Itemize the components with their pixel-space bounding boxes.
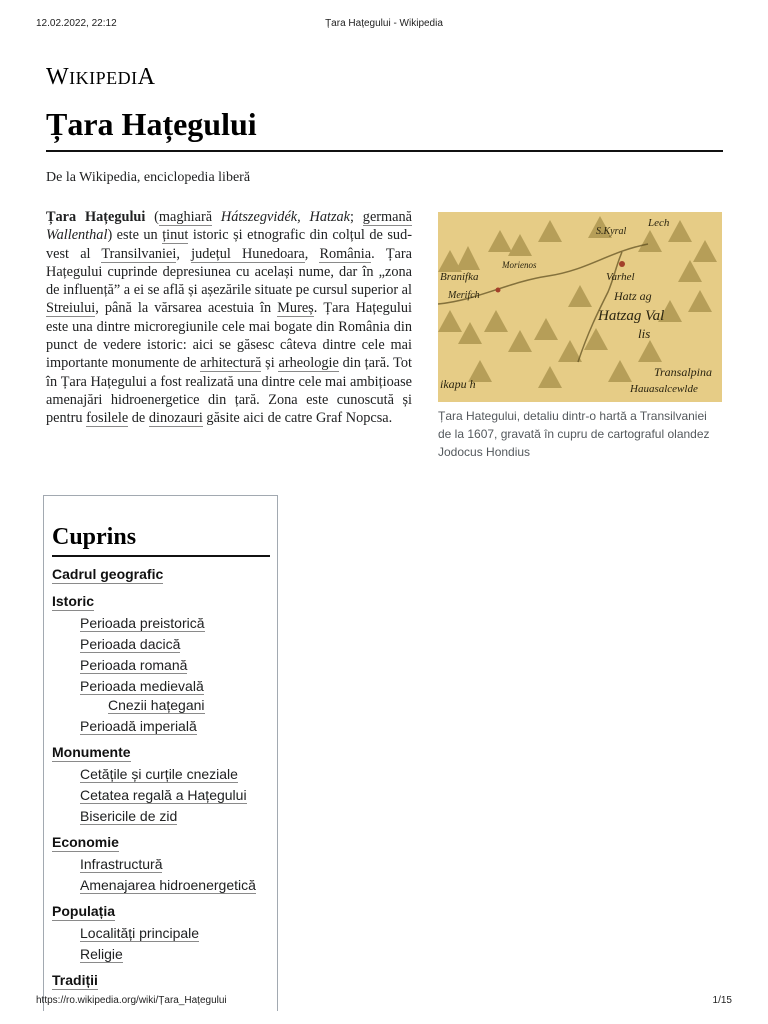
page-title: Țara Hațegului <box>46 104 723 152</box>
toc-section <box>44 833 277 894</box>
link-streiului[interactable]: Streiului <box>46 300 96 317</box>
toc-section <box>44 971 277 990</box>
link-fosilele[interactable]: fosilele <box>86 410 129 427</box>
toc-section <box>44 902 277 963</box>
link-arhitectura[interactable]: arhitectură <box>200 355 262 372</box>
link-maghiara[interactable]: maghiară <box>158 209 213 225</box>
map-label: Hatzag Val <box>598 308 665 324</box>
toc-link[interactable]: Perioadă imperială <box>80 718 197 734</box>
toc-link[interactable]: Economie <box>52 834 119 850</box>
toc-section <box>44 743 277 825</box>
toc-link[interactable]: Perioada dacică <box>80 636 181 652</box>
toc-section <box>44 592 277 735</box>
toc-link[interactable]: Infrastructură <box>80 856 163 872</box>
toc-link[interactable]: Tradiții <box>52 972 98 988</box>
hondius-map-image[interactable] <box>438 212 722 402</box>
print-page-number: 1/15 <box>712 995 732 1006</box>
toc-link[interactable]: Perioada preistorică <box>80 615 205 631</box>
toc-link[interactable]: Istoric <box>52 593 95 609</box>
link-transilvaniei[interactable]: Transilvaniei <box>101 245 177 262</box>
toc-link[interactable]: Bisericile de zid <box>80 808 178 824</box>
map-caption: Țara Hategului, detaliu dintr-o hartă a Transilvaniei de la 1607, gravată în cupru de cartograful olandez Jodocus Hondius <box>438 409 710 459</box>
map-label: Branifka <box>440 271 479 283</box>
toc-link[interactable]: Monumente <box>52 744 131 760</box>
lead-paragraph: Țara Hațegului (maghiară Hátszegvidék, Hatzak; germană Wallenthal) este un ținut istoric și etnografic din colțul de sud-vest al Transilvaniei, județul Hunedoara, România. Țara Hațegului cuprinde depresiunea cu același nume, dar în „zona de influență” a ei se află și așezările situate pe cursul superior al Streiului, până la vărsarea acestuia în Mureș. Țara Hațegului este una dintre microregiunile cele mai bogate din România din punct de vedere istoric: aici se găsesc câteva dintre cele mai importante monumente de arhitectură și arheologie din țară. Tot în Țara Hațegului a fost realizată una dintre cele mai ambițioase amenajări hidroenergetice din țară. Zona este cunoscută și pentru fosilele de dinozauri găsite aici de catre Graf Nopcsa. <box>46 209 413 427</box>
toc-link[interactable]: Perioada medievală <box>80 678 204 694</box>
map-label: Lech <box>648 217 670 229</box>
print-date: 12.02.2022, 22:12 <box>36 18 117 29</box>
toc-list <box>44 565 277 990</box>
toc-link[interactable]: Religie <box>80 946 123 962</box>
table-of-contents <box>43 495 278 1011</box>
link-romania[interactable]: România <box>319 245 372 262</box>
map-label: Hauasalcewlde <box>630 383 698 395</box>
link-germana[interactable]: germană <box>362 209 413 225</box>
map-label: Merifch <box>448 290 480 301</box>
site-tagline: De la Wikipedia, enciclopedia liberă <box>46 170 251 185</box>
wikipedia-logo[interactable]: WIKIPEDIA <box>46 64 156 90</box>
toc-title: Cuprins <box>52 521 270 557</box>
toc-link[interactable]: Cadrul geografic <box>52 566 164 582</box>
link-arheologie[interactable]: arheologie <box>278 355 339 372</box>
toc-section <box>44 565 277 584</box>
map-label: Hatz ag <box>614 289 652 303</box>
toc-link[interactable]: Cnezii hațegani <box>108 697 205 713</box>
map-label: S.Kyral <box>596 226 627 237</box>
link-dinozauri[interactable]: dinozauri <box>148 410 203 427</box>
map-label: ikapu h <box>440 377 476 391</box>
toc-link[interactable]: Amenajarea hidroenergetică <box>80 877 256 893</box>
print-doc-title: Țara Hațegului - Wikipedia <box>325 18 443 29</box>
map-label: Varhel <box>606 271 635 283</box>
map-label: Morienos <box>502 260 537 270</box>
toc-link[interactable]: Cetățile și curțile cneziale <box>80 766 238 782</box>
map-label: Transalpina <box>654 365 713 379</box>
toc-link[interactable]: Perioada romană <box>80 657 188 673</box>
toc-link[interactable]: Populația <box>52 903 116 919</box>
map-figure <box>438 212 722 461</box>
link-tinut[interactable]: ținut <box>162 227 189 244</box>
toc-link[interactable]: Localități principale <box>80 925 200 941</box>
link-mures[interactable]: Mureș <box>277 300 314 317</box>
map-label: lis <box>638 326 651 341</box>
print-url: https://ro.wikipedia.org/wiki/Țara_Hațegului <box>36 995 227 1006</box>
toc-link[interactable]: Cetatea regală a Hațegului <box>80 787 247 803</box>
link-judetul-hunedoara[interactable]: județul Hunedoara <box>191 245 305 262</box>
